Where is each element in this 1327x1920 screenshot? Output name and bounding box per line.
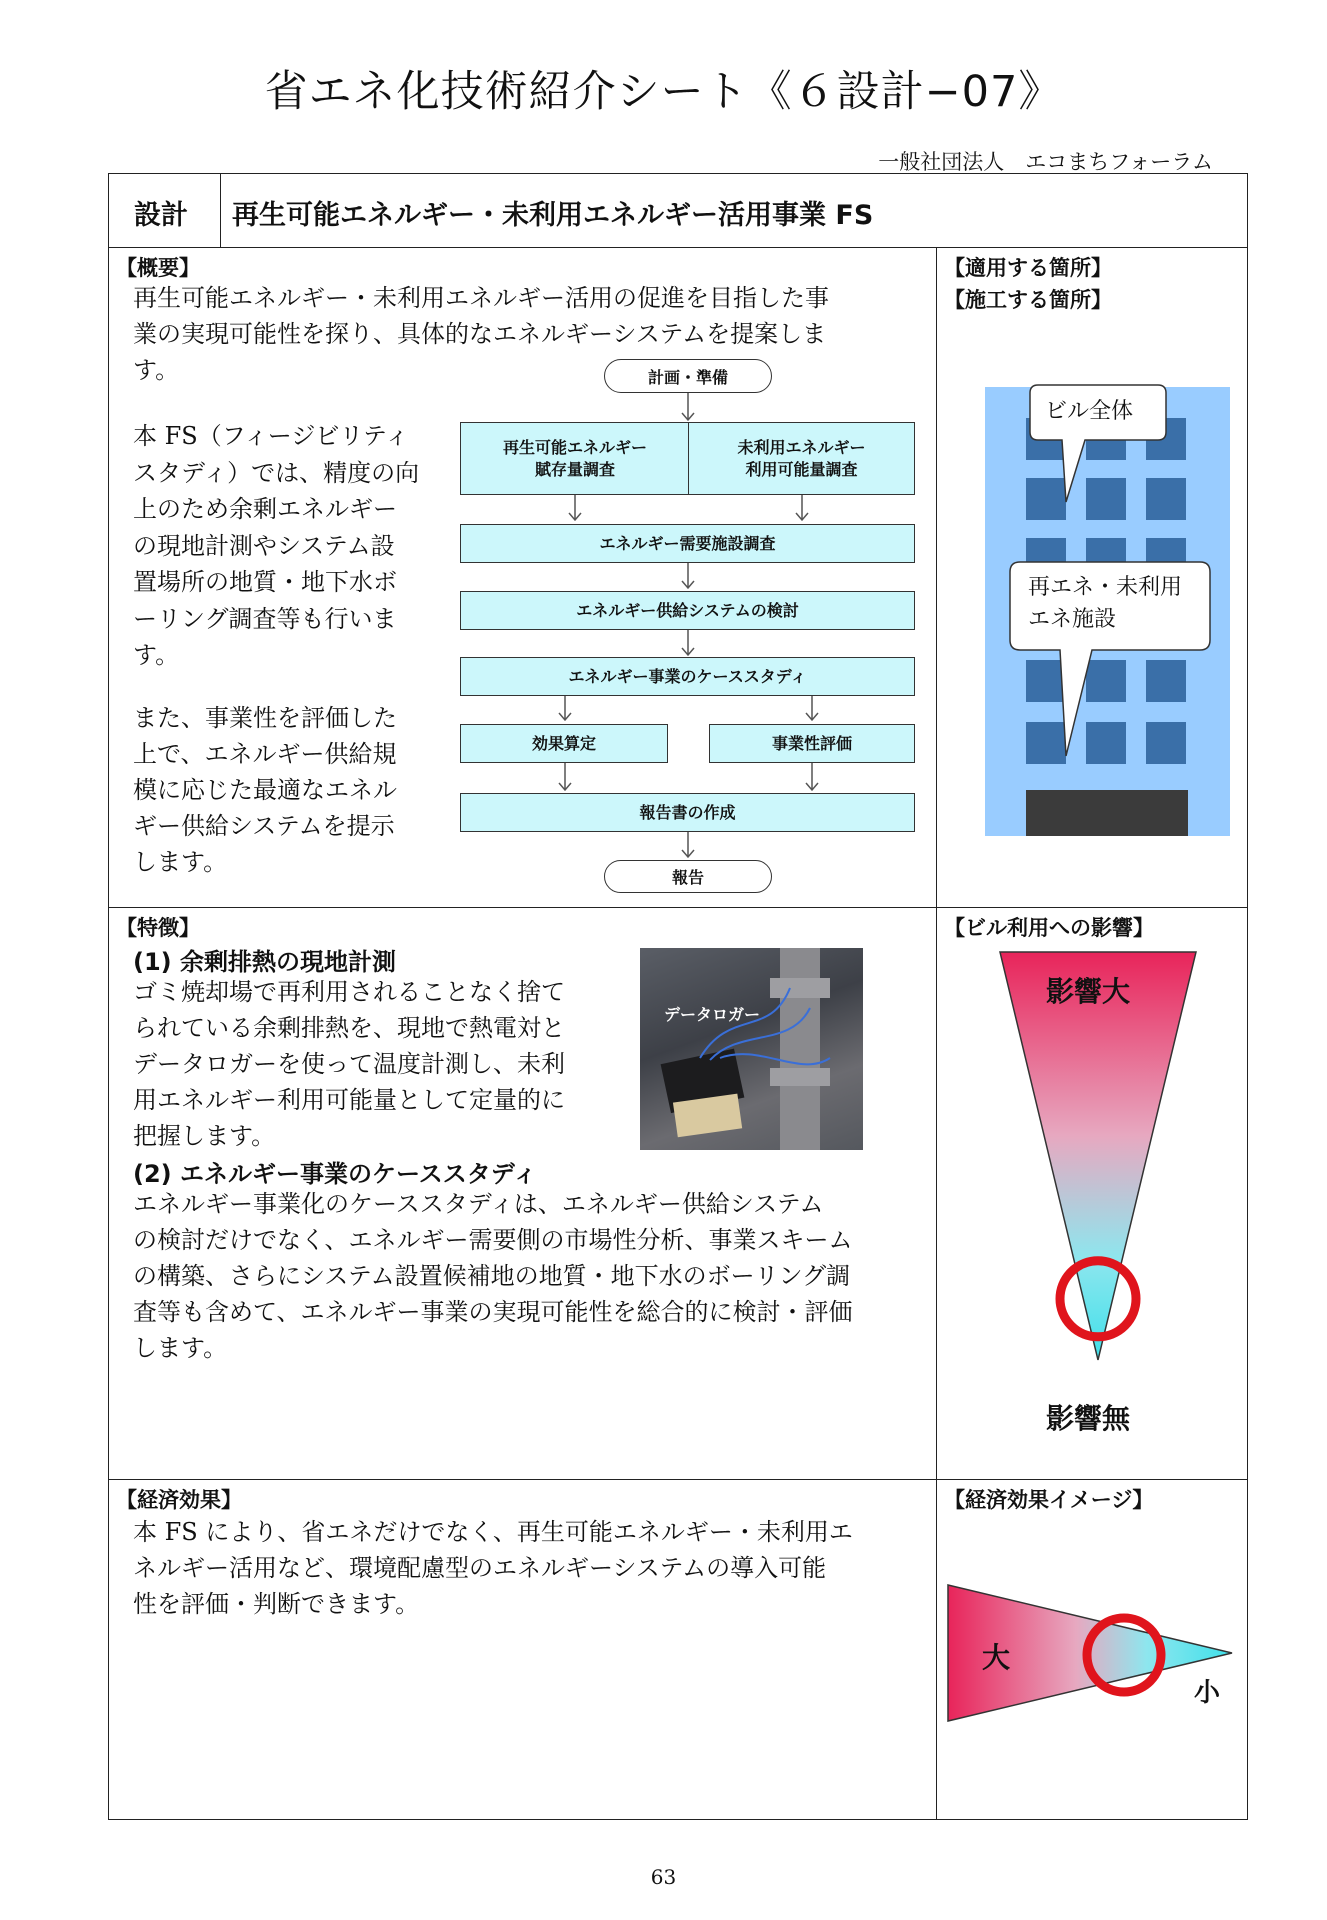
features-label: 【特徴】 (116, 916, 200, 940)
text-line: スタディ）では、精度の向 (133, 458, 420, 487)
text-line: 再エネ・未利用 (1028, 575, 1183, 600)
text-line: します。 (133, 848, 228, 876)
text-line: 査等も含めて、エネルギー事業の実現可能性を総合的に検討・評価 (133, 1298, 853, 1326)
flow-box-effect: 効果算定 (460, 724, 668, 763)
applies-label: 【適用する箇所】 (944, 256, 1112, 280)
text-line: ーリング調査等も行いま (133, 604, 397, 633)
text-line: 上で、エネルギー供給規 (133, 740, 397, 768)
text-line: ゴミ焼却場で再利用されることなく捨て (133, 978, 565, 1006)
construction-label: 【施工する箇所】 (944, 288, 1112, 312)
category-label: 設計 (134, 200, 188, 231)
feature-1-title: (1) 余剰排熱の現地計測 (133, 948, 396, 976)
flow-text: 利用可能量調査 (745, 459, 858, 479)
text-line: ネルギー活用など、環境配慮型のエネルギーシステムの導入可能 (133, 1554, 827, 1582)
impact-label: 【ビル利用への影響】 (944, 916, 1154, 940)
text-line: また、事業性を評価した (133, 704, 397, 732)
flow-end: 報告 (604, 860, 772, 893)
text-line: す。 (133, 641, 180, 669)
bubble-text-building: ビル全体 (1045, 399, 1134, 424)
overview-label: 【概要】 (116, 256, 200, 280)
text-line: 模に応じた最適なエネル (133, 776, 397, 804)
feature-2-title: (2) エネルギー事業のケーススタディ (133, 1160, 537, 1188)
flow-box-report-writing: 報告書の作成 (460, 793, 915, 832)
text-line: す。 (133, 356, 180, 384)
economic-small-label: 小 (1194, 1678, 1221, 1708)
text-line: 性を評価・判断できます。 (133, 1590, 420, 1618)
text-line: 置場所の地質・地下水ボ (133, 568, 397, 596)
text-line: 再生可能エネルギー・未利用エネルギー活用の促進を目指した事 (133, 284, 829, 312)
flow-box-demand: エネルギー需要施設調査 (460, 524, 915, 563)
text-line: 上のため余剰エネルギー (133, 495, 397, 523)
text-line: 用エネルギー利用可能量として定量的に (133, 1086, 565, 1114)
economic-image-label: 【経済効果イメージ】 (944, 1488, 1154, 1512)
text-line: データロガーを使って温度計測し、未利 (133, 1050, 565, 1078)
text-line: の構築、さらにシステム設置候補地の地質・地下水のボーリング調 (133, 1262, 851, 1290)
text-line: エネ施設 (1028, 607, 1117, 632)
flow-text: 再生可能エネルギー (502, 437, 647, 457)
text-line: 業の実現可能性を探り、具体的なエネルギーシステムを提案しま (133, 320, 827, 348)
text-line: られている余剰排熱を、現地で熱電対と (133, 1014, 565, 1042)
text-line: 把握します。 (133, 1122, 276, 1150)
photo-label: データロガー (664, 1005, 761, 1024)
flow-box-supply-system: エネルギー供給システムの検討 (460, 591, 915, 630)
flow-start: 計画・準備 (604, 359, 772, 393)
text-line: 本 FS（フィージビリティ (133, 422, 409, 450)
text-line: の現地計測やシステム設 (133, 531, 395, 560)
text-line: エネルギー事業化のケーススタディは、エネルギー供給システム (133, 1190, 824, 1218)
flow-text: 未利用エネルギー (737, 437, 866, 457)
impact-high-label: 影響大 (1046, 975, 1131, 1008)
flow-box-business: 事業性評価 (709, 724, 915, 763)
text-line: 本 FS により、省エネだけでなく、再生可能エネルギー・未利用エ (133, 1518, 853, 1546)
text-line: します。 (133, 1334, 228, 1362)
text-line: の検討だけでなく、エネルギー需要側の市場性分析、事業スキーム (133, 1226, 853, 1254)
flow-box-case-study: エネルギー事業のケーススタディ (460, 657, 915, 696)
technology-name: 再生可能エネルギー・未利用エネルギー活用事業 FS (232, 200, 874, 231)
organization-name: 一般社団法人 エコまちフォーラム (878, 150, 1213, 174)
impact-none-label: 影響無 (1046, 1402, 1131, 1435)
page-number: 63 (650, 1865, 677, 1889)
page-title: 省エネ化技術紹介シート《６設計−07》 (264, 67, 1063, 117)
flow-text: 賦存量調査 (534, 459, 615, 479)
text-line: ギー供給システムを提示 (133, 812, 395, 840)
economic-large-label: 大 (982, 1641, 1011, 1674)
economic-label: 【経済効果】 (116, 1488, 242, 1512)
